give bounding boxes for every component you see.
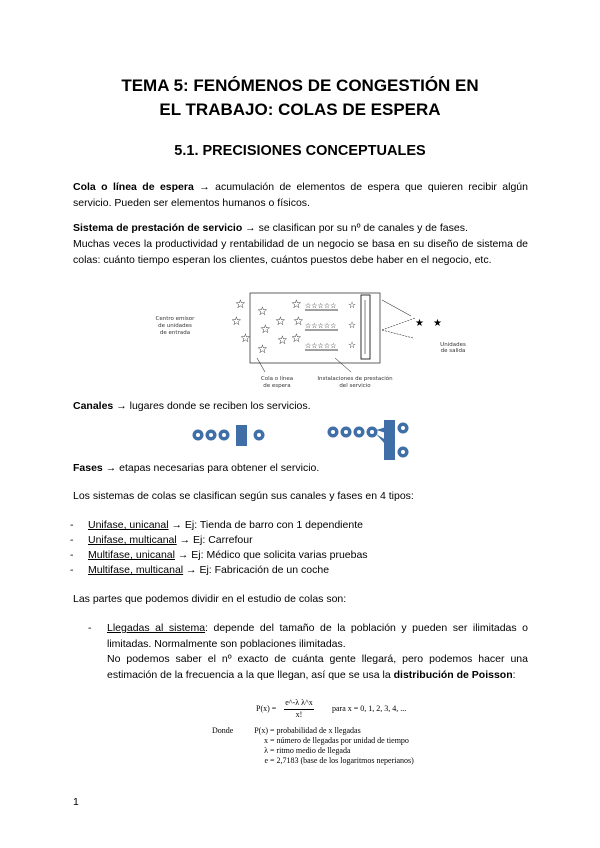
cola-paragraph	[73, 180, 528, 211]
svg-text:☆☆☆☆☆: ☆☆☆☆☆	[305, 342, 337, 350]
tipo-example: → Ej: Fabricación de un coche	[183, 564, 330, 576]
section-title: 5.1. PRECISIONES CONCEPTUALES	[174, 143, 426, 159]
def-symbol: x	[264, 736, 268, 745]
llegadas-detail	[107, 652, 528, 683]
svg-text:☆: ☆	[257, 342, 268, 356]
service-facility	[361, 295, 370, 359]
svg-text:☆: ☆	[348, 341, 357, 351]
list-dash: -	[70, 564, 74, 576]
output-stars	[415, 318, 442, 329]
tipo-name: Unifase, unicanal	[88, 519, 169, 531]
svg-text:☆☆☆☆☆: ☆☆☆☆☆	[305, 302, 337, 310]
diagram-label-source-2: de unidades	[158, 323, 192, 329]
sistema-term: Sistema de prestación de servicio	[73, 222, 243, 234]
svg-text:☆: ☆	[277, 333, 288, 347]
cola-term: Cola o línea de espera	[73, 181, 194, 193]
sistema-paragraph	[73, 221, 528, 237]
list-item	[70, 533, 253, 549]
def-text: = 2,7183 (base de los logaritmos neperianos)	[270, 756, 414, 765]
diagram-label-output-1: Unidades	[440, 342, 466, 348]
canales-text: → lugares donde se reciben los servicios.	[113, 400, 311, 412]
diagram-label-output-2: de salida	[440, 348, 466, 354]
svg-text:☆: ☆	[231, 314, 242, 328]
formula-para: para x = 0, 1, 2, 3, 4, ...	[332, 704, 407, 713]
multi-channel	[328, 420, 409, 460]
tipo-name: Multifase, unicanal	[88, 549, 175, 561]
title-line-1: TEMA 5: FENÓMENOS DE CONGESTIÓN EN	[121, 76, 479, 95]
svg-text:☆: ☆	[235, 297, 246, 311]
single-channel	[193, 425, 265, 446]
def-symbol: P(x)	[254, 726, 268, 735]
def-symbol: λ	[264, 746, 268, 755]
sistema-detail: Muchas veces la productividad y rentabilidad de un negocio se basa en su diseño de sistema de colas: cuánto tiempo esperan los clientes, cuántos puestos debe haber en el negocio, etc.	[73, 238, 528, 266]
llegadas-term: Llegadas al sistema	[107, 622, 206, 634]
svg-text:☆: ☆	[260, 322, 271, 336]
channels-diagram	[188, 418, 418, 464]
svg-text:☆: ☆	[348, 301, 357, 311]
diagram-label-source-1: Centro emisor	[155, 316, 195, 322]
svg-text:★: ★	[415, 318, 424, 329]
llegadas-end: :	[512, 668, 516, 681]
formula-denominator: x!	[295, 710, 303, 719]
svg-text:☆: ☆	[291, 331, 302, 345]
svg-text:☆: ☆	[348, 321, 357, 331]
formula-lhs: P(x) =	[256, 704, 277, 713]
svg-text:★: ★	[433, 318, 442, 329]
partes-intro: Las partes que podemos dividir en el estudio de colas son:	[73, 593, 347, 605]
svg-text:☆: ☆	[257, 304, 268, 318]
def-text: = ritmo medio de llegada	[270, 746, 351, 755]
formula-numerator: e^-λ λ^x	[285, 698, 313, 707]
list-item	[70, 518, 363, 534]
svg-text:☆: ☆	[240, 331, 251, 345]
tipo-name: Unifase, multicanal	[88, 534, 177, 546]
llegadas-paragraph	[88, 621, 529, 652]
fases-term: Fases	[73, 462, 103, 474]
canales-term: Canales	[73, 400, 114, 412]
svg-text:☆: ☆	[275, 314, 286, 328]
list-dash: -	[88, 622, 92, 634]
def-text: = número de llegadas por unidad de tiempo	[270, 736, 409, 745]
tipo-example: → Ej: Tienda de barro con 1 dependiente	[168, 519, 363, 531]
fases-text: → etapas necesarias para obtener el servicio.	[102, 462, 320, 474]
svg-text:☆☆☆☆☆: ☆☆☆☆☆	[305, 322, 337, 330]
tipo-example: → Ej: Médico que solicita varias pruebas	[174, 549, 368, 561]
svg-text:☆: ☆	[293, 314, 304, 328]
def-text: = probabilidad de x llegadas	[270, 726, 361, 735]
def-symbol: e	[264, 756, 268, 765]
page-number: 1	[73, 796, 79, 808]
right-stars	[348, 301, 356, 351]
tipo-example: → Ej: Carrefour	[176, 534, 253, 546]
diagram-label-service-1: Instalaciones de prestación	[317, 376, 393, 382]
tipo-name: Multifase, multicanal	[88, 564, 184, 576]
diagram-label-source-3: de entrada	[159, 330, 191, 336]
cola-text: → acumulación de elementos de espera que quieren recibir algún servicio. Pueden ser elementos humanos o físicos.	[73, 181, 528, 209]
canales-paragraph	[73, 399, 528, 415]
list-dash: -	[70, 549, 74, 561]
diagram-label-queue-2: de espera	[263, 383, 291, 389]
svg-text:☆: ☆	[291, 297, 302, 311]
list-dash: -	[70, 519, 74, 531]
queue-system-diagram	[145, 290, 475, 392]
list-item	[70, 563, 330, 579]
queue-lines	[305, 302, 338, 350]
list-item	[70, 548, 368, 564]
formula-donde: Donde	[212, 726, 234, 735]
list-dash: -	[70, 534, 74, 546]
diagram-label-queue-1: Cola o línea	[260, 376, 294, 382]
tipos-intro: Los sistemas de colas se clasifican según sus canales y fases en 4 tipos:	[73, 490, 414, 502]
llegadas-text: : depende del tamaño de la población y pueden ser ilimitadas o limitadas. Normalmente son poblaciones ilimitadas.	[107, 622, 529, 650]
diagram-label-service-2: del servicio	[339, 383, 371, 389]
poisson-term: distribución de Poisson	[393, 668, 513, 681]
fases-paragraph	[73, 461, 528, 477]
llegadas-text2: No podemos saber el nº exacto de cuánta gente llegará, pero podemos hacer una estimación de la frecuencia a la que llegan, así que se usa la	[107, 653, 528, 681]
sistema-text: → se clasifican por su nº de canales y de fases.	[242, 222, 468, 234]
title-line-2: EL TRABAJO: COLAS DE ESPERA	[159, 100, 441, 119]
